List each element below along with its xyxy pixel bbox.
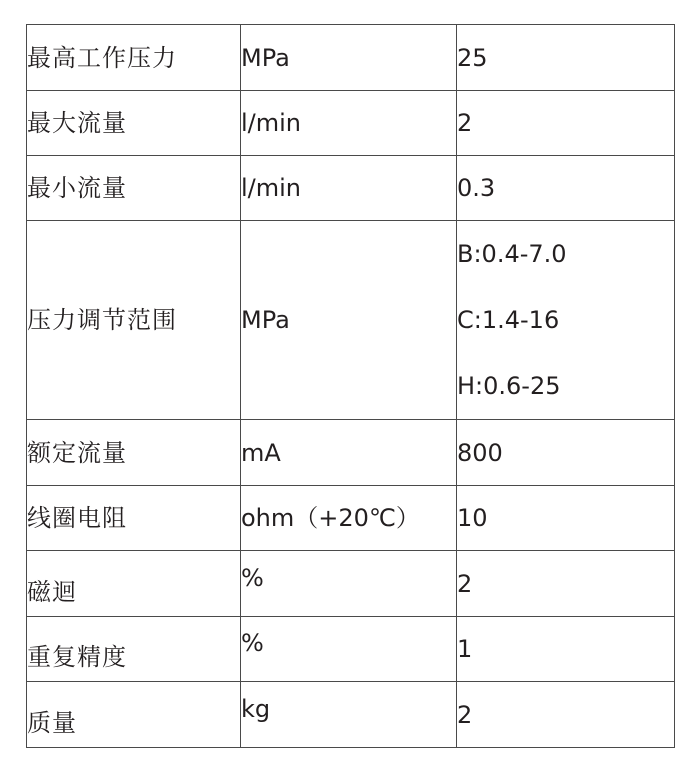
- range-value: B:0.4-7.0: [457, 240, 567, 268]
- param-unit-text: %: [241, 563, 264, 592]
- param-unit-text: %: [241, 629, 264, 657]
- table-row: [27, 682, 675, 748]
- param-value-list: [457, 221, 675, 420]
- param-name: 最大流量: [27, 91, 241, 156]
- param-name: [27, 682, 241, 748]
- range-value: C:1.4-16: [457, 306, 560, 334]
- table-row: [27, 617, 675, 682]
- param-name: 线圈电阻: [27, 486, 241, 551]
- param-unit: ohm（+20℃）: [241, 486, 457, 551]
- table-row: [27, 25, 675, 91]
- param-name: 最高工作压力: [27, 25, 241, 91]
- param-name-text: 质量: [27, 708, 77, 737]
- param-unit: [241, 617, 457, 682]
- table-row: [27, 551, 675, 617]
- param-value: 800: [457, 420, 675, 486]
- param-name: 压力调节范围: [27, 221, 241, 420]
- param-value: 2: [457, 682, 675, 748]
- spec-table: [26, 24, 675, 748]
- param-value: 1: [457, 617, 675, 682]
- table-row: [27, 156, 675, 221]
- param-value: 25: [457, 25, 675, 91]
- param-unit: [241, 682, 457, 748]
- param-name: 额定流量: [27, 420, 241, 486]
- param-name: 最小流量: [27, 156, 241, 221]
- param-unit: MPa: [241, 221, 457, 420]
- table-row: [27, 221, 675, 420]
- param-value: 0.3: [457, 156, 675, 221]
- param-unit: l/min: [241, 91, 457, 156]
- param-value: 10: [457, 486, 675, 551]
- param-value: 2: [457, 551, 675, 617]
- param-name-text: 磁迴: [27, 577, 77, 606]
- range-value: H:0.6-25: [457, 372, 561, 400]
- param-unit: [241, 551, 457, 617]
- table-row: [27, 91, 675, 156]
- param-unit: MPa: [241, 25, 457, 91]
- param-unit: mA: [241, 420, 457, 486]
- param-unit-text: kg: [241, 694, 271, 723]
- param-unit: l/min: [241, 156, 457, 221]
- param-name: [27, 551, 241, 617]
- param-name-text: 重复精度: [27, 643, 127, 671]
- table-row: [27, 486, 675, 551]
- param-value: 2: [457, 91, 675, 156]
- param-name: [27, 617, 241, 682]
- table-row: [27, 420, 675, 486]
